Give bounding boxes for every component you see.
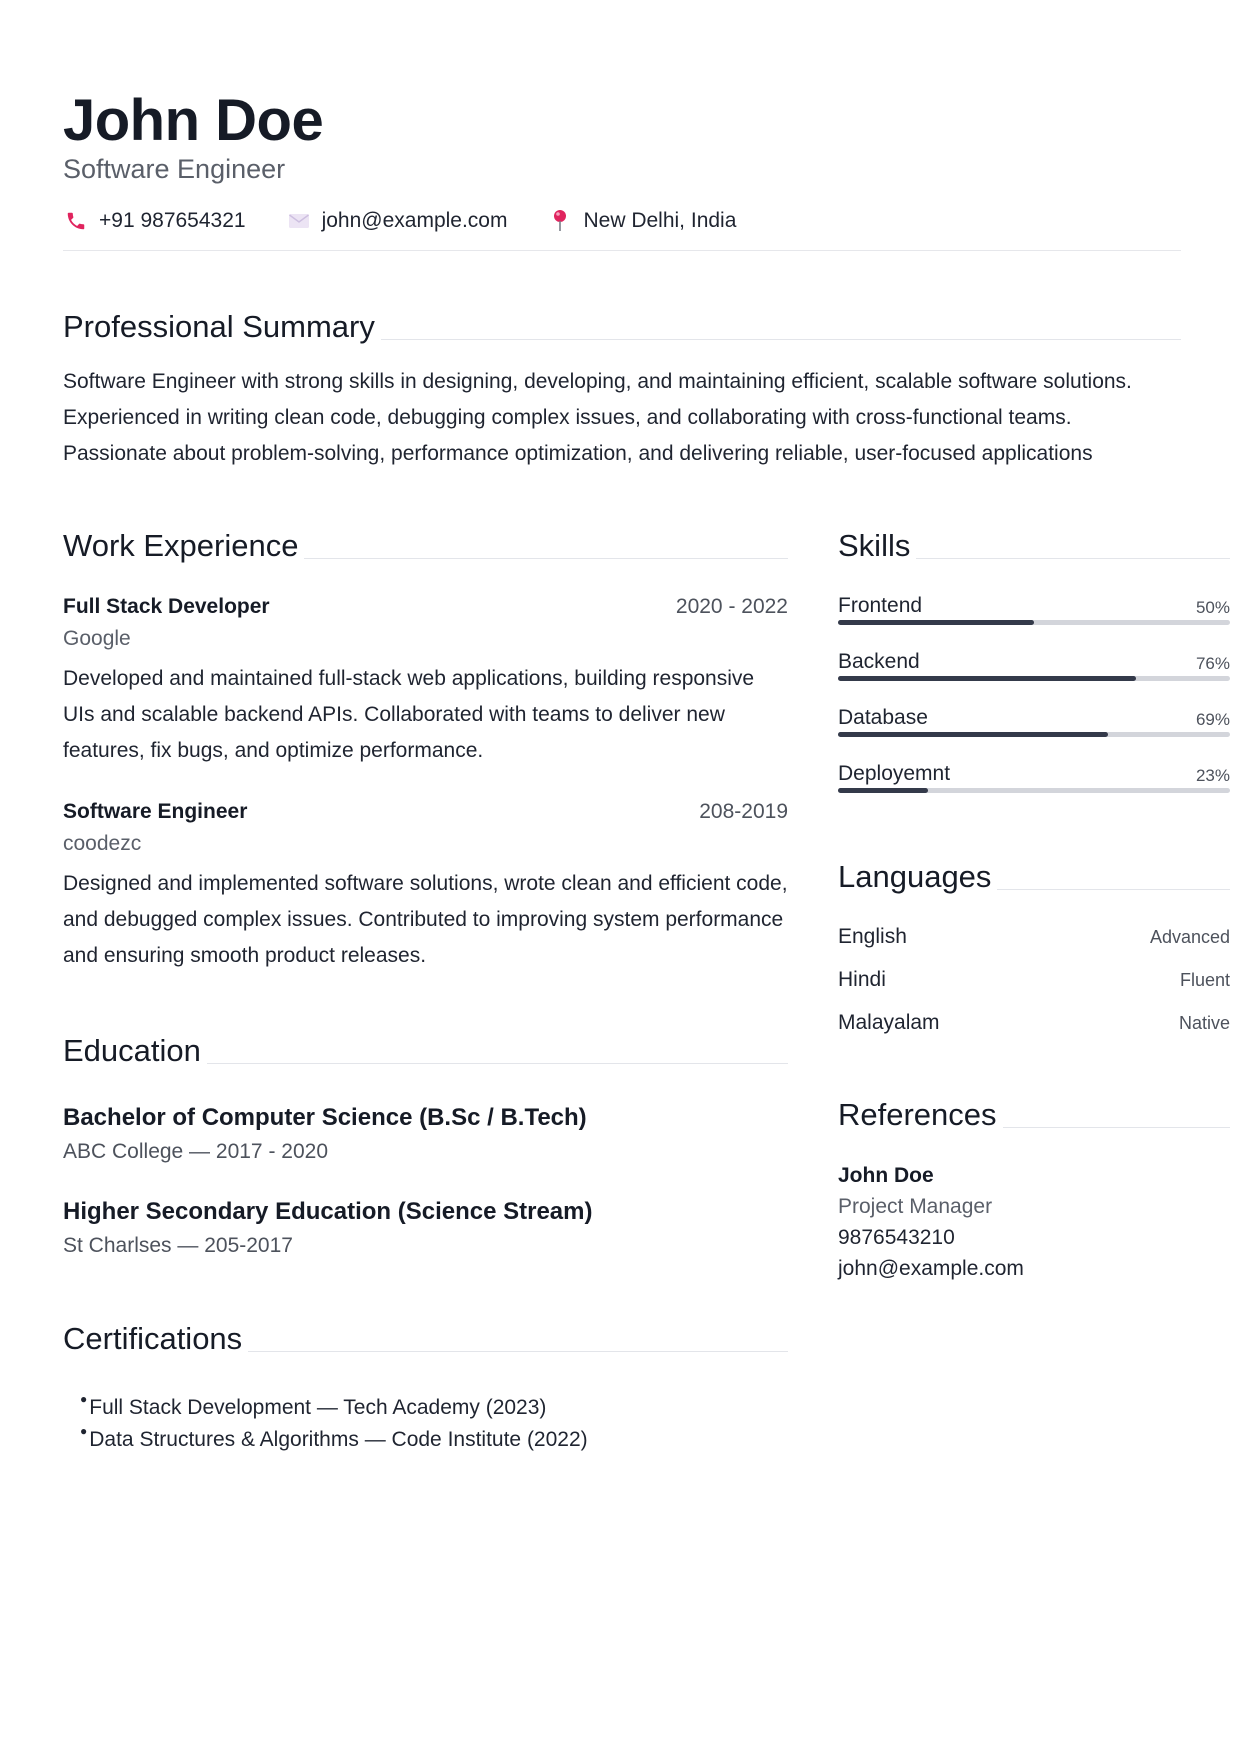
language-name: Malayalam bbox=[838, 1011, 940, 1034]
phone-icon bbox=[63, 208, 89, 234]
skill-percent: 50% bbox=[1195, 598, 1230, 617]
skill-item bbox=[838, 650, 1230, 681]
language-item bbox=[838, 925, 1230, 949]
reference-email[interactable]: john@example.com bbox=[838, 1257, 1024, 1280]
phone-text: +91 987654321 bbox=[99, 209, 246, 232]
language-level: Advanced bbox=[1149, 927, 1230, 947]
language-level: Native bbox=[1178, 1013, 1230, 1033]
education-degree: Higher Secondary Education (Science Stream) bbox=[63, 1198, 593, 1225]
skill-item bbox=[838, 762, 1230, 793]
skill-percent: 23% bbox=[1195, 766, 1230, 785]
job-title: Full Stack Developer bbox=[63, 595, 270, 618]
bullet-icon: ● bbox=[80, 1424, 88, 1438]
education-degree: Bachelor of Computer Science (B.Sc / B.Tech) bbox=[63, 1104, 587, 1131]
bullet-icon: ● bbox=[80, 1392, 88, 1406]
job-company: coodezc bbox=[63, 832, 142, 855]
job-date: 2020 - 2022 bbox=[675, 595, 788, 618]
reference-role: Project Manager bbox=[838, 1195, 993, 1218]
skill-bar bbox=[838, 620, 1230, 625]
resume-name: John Doe bbox=[63, 88, 324, 153]
list-item bbox=[80, 1424, 588, 1456]
location-text: New Delhi, India bbox=[583, 209, 737, 232]
divider bbox=[248, 1351, 788, 1352]
skill-name: Deployemnt bbox=[838, 762, 951, 785]
skills-heading-text: Skills bbox=[838, 528, 911, 563]
divider bbox=[207, 1063, 788, 1064]
mail-icon bbox=[286, 208, 312, 234]
education-heading bbox=[63, 1032, 788, 1070]
skills-heading bbox=[838, 527, 1230, 565]
divider bbox=[381, 339, 1181, 340]
skill-percent: 69% bbox=[1195, 710, 1230, 729]
job-title: Software Engineer bbox=[63, 800, 248, 823]
languages-heading-text: Languages bbox=[838, 859, 992, 894]
contact-location bbox=[547, 208, 736, 234]
languages-heading bbox=[838, 858, 1230, 896]
certifications-heading-text: Certifications bbox=[63, 1321, 243, 1356]
reference-phone: 9876543210 bbox=[838, 1226, 955, 1249]
skill-bar bbox=[838, 676, 1230, 681]
certification-text: Full Stack Development — Tech Academy (2023) bbox=[89, 1396, 547, 1419]
skill-bar-fill bbox=[838, 732, 1108, 737]
education-meta: St Charlses — 205-2017 bbox=[63, 1234, 293, 1257]
language-item bbox=[838, 1011, 1230, 1035]
skill-item bbox=[838, 706, 1230, 737]
language-name: Hindi bbox=[838, 968, 886, 991]
work-heading-text: Work Experience bbox=[63, 528, 299, 563]
reference-name: John Doe bbox=[838, 1164, 934, 1187]
job-description: Designed and implemented software solutions, wrote clean and efficient code, and debugged complex issues. Contributed to improving system performance and ensuring smooth product releases. bbox=[63, 872, 788, 967]
job-entry bbox=[63, 800, 788, 974]
skill-bar bbox=[838, 732, 1230, 737]
divider bbox=[304, 558, 788, 559]
skill-bar-fill bbox=[838, 788, 928, 793]
job-entry bbox=[63, 595, 788, 769]
education-entry bbox=[63, 1198, 788, 1258]
list-item bbox=[80, 1392, 588, 1424]
education-heading-text: Education bbox=[63, 1033, 201, 1068]
certifications-list bbox=[80, 1392, 588, 1456]
summary-heading bbox=[63, 308, 1181, 346]
language-level: Fluent bbox=[1179, 970, 1230, 990]
resume-role: Software Engineer bbox=[63, 154, 286, 184]
skill-bar-fill bbox=[838, 676, 1136, 681]
summary-text: Software Engineer with strong skills in designing, developing, and maintaining efficient, scalable software solutions. Experienced in writing clean code, debugging complex issues, and collaborating with cross-functional teams. Passionate about problem-solving, performance optimization, and delivering reliable, user-focused applications bbox=[63, 370, 1132, 465]
job-description: Developed and maintained full-stack web applications, building responsive UIs and scalable backend APIs. Collaborated with teams to deliver new features, fix bugs, and optimize performance. bbox=[63, 667, 755, 762]
contact-phone[interactable] bbox=[63, 208, 246, 234]
language-name: English bbox=[838, 925, 907, 948]
education-meta: ABC College — 2017 - 2020 bbox=[63, 1140, 328, 1163]
divider bbox=[1003, 1127, 1230, 1128]
skill-item bbox=[838, 594, 1230, 625]
skill-name: Frontend bbox=[838, 594, 923, 617]
header-divider bbox=[63, 250, 1181, 251]
reference-entry bbox=[838, 1160, 1024, 1284]
certifications-heading bbox=[63, 1320, 788, 1358]
references-heading-text: References bbox=[838, 1097, 997, 1132]
summary-heading-text: Professional Summary bbox=[63, 309, 375, 344]
education-entry bbox=[63, 1104, 788, 1164]
skill-bar-fill bbox=[838, 620, 1034, 625]
job-company: Google bbox=[63, 627, 131, 650]
email-text: john@example.com bbox=[321, 209, 508, 232]
skill-name: Database bbox=[838, 706, 928, 729]
divider bbox=[997, 889, 1230, 890]
certification-text: Data Structures & Algorithms — Code Institute (2022) bbox=[89, 1428, 588, 1451]
divider bbox=[916, 558, 1230, 559]
skill-name: Backend bbox=[838, 650, 920, 673]
work-heading bbox=[63, 527, 788, 565]
language-item bbox=[838, 968, 1230, 992]
job-date: 208-2019 bbox=[699, 800, 788, 823]
contact-email[interactable] bbox=[286, 208, 508, 234]
references-heading bbox=[838, 1096, 1230, 1134]
map-pin-icon bbox=[547, 208, 573, 234]
skill-bar bbox=[838, 788, 1230, 793]
contact-row bbox=[63, 206, 776, 236]
skill-percent: 76% bbox=[1195, 654, 1230, 673]
